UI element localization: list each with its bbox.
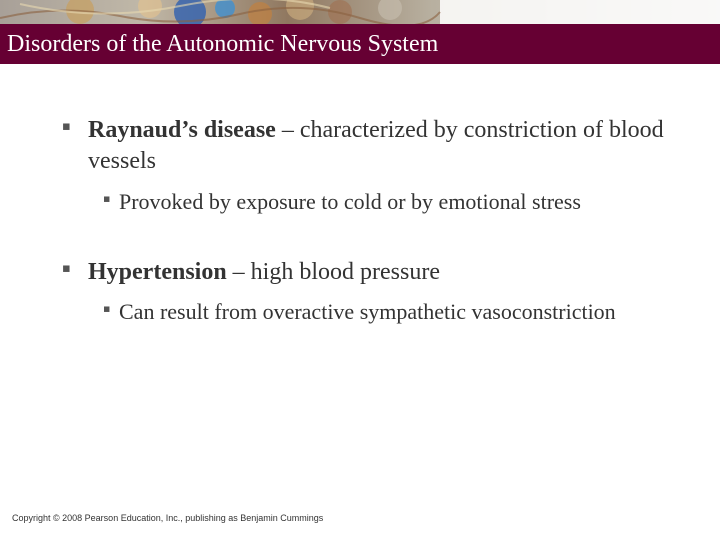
sub-bullet-raynauds: Provoked by exposure to cold or by emotional stress xyxy=(119,189,581,214)
bullet-icon: ▪ xyxy=(62,119,71,134)
slide-title: Disorders of the Autonomic Nervous System xyxy=(7,31,439,57)
bullet-term: Hypertension xyxy=(88,259,227,285)
bullet-raynauds xyxy=(88,115,688,177)
sub-bullet-icon: ▪ xyxy=(103,192,111,205)
bullet-icon: ▪ xyxy=(62,261,71,276)
copyright-footer: Copyright © 2008 Pearson Education, Inc., publishing as Benjamin Cummings xyxy=(12,513,324,523)
bullet-term: Raynaud’s disease xyxy=(88,117,276,143)
bullet-description: – high blood pressure xyxy=(226,259,440,285)
sub-bullet-hypertension: Can result from overactive sympathetic vasoconstriction xyxy=(119,299,616,324)
bullet-description: – characterized by constriction of blood vessels xyxy=(88,117,664,174)
sub-bullet-icon: ▪ xyxy=(103,302,111,315)
bullet-hypertension xyxy=(88,257,688,288)
